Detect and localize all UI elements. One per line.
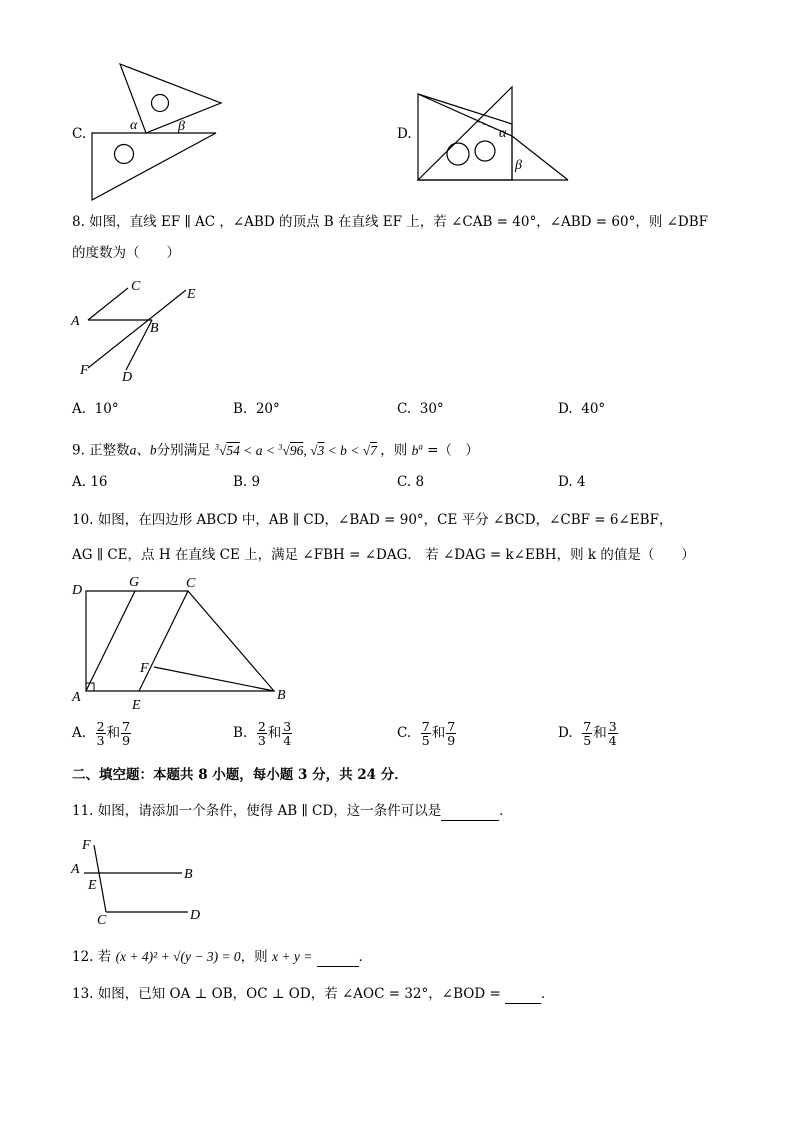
q10-label-d: D	[72, 583, 83, 598]
q11-label-e: E	[88, 878, 97, 893]
q7c-lower-circle	[115, 145, 134, 164]
q7c-beta: β	[178, 119, 185, 134]
q8-stem-line1: 8. 如图，直线 EF ∥ AC ，∠ABD 的顶点 B 在直线 EF 上，若 ∠CAB = 40°，∠ABD = 60°，则 ∠DBF	[72, 214, 709, 230]
q9-stem: 9. 正整数a、b分别满足 $^3$√54 < a < $^3$√96, √3 < b < √7 ，则 $b^a$ =（ ）	[72, 441, 479, 459]
q10-label-f: F	[140, 661, 149, 676]
q8-label-a: A	[71, 314, 80, 329]
q8-label-c: C	[131, 279, 141, 294]
q13-answer-blank[interactable]	[505, 985, 541, 1004]
q8-stem-line2: 的度数为（ ）	[72, 245, 180, 261]
q10-stem-line2: AG ∥ CE，点 H 在直线 CE 上，满足 ∠FBH = ∠DAG． 若 ∠DAG = k∠EBH，则 k 的值是（ ）	[72, 547, 695, 563]
q12-stem: 12. 若 (x + 4)² + √(y − 3) = 0，则 x + y = ．	[72, 949, 373, 965]
q10-figure	[68, 572, 298, 714]
q10-label-e: E	[132, 698, 141, 713]
q7-option-c-figure	[88, 60, 228, 205]
q10-option-c[interactable]: C. $\frac{7}{5}$ 和 $\frac{7}{9}$	[397, 719, 456, 748]
q10-label-b: B	[277, 688, 286, 703]
q10-option-b[interactable]: B. $\frac{2}{3}$ 和 $\frac{3}{4}$	[233, 719, 292, 748]
q9-condition: $^3$√54 < a < $^3$√96, √3 < b < √7	[214, 442, 377, 458]
q9-option-c[interactable]: C. 8	[397, 474, 425, 490]
q8-label-e: E	[187, 287, 196, 302]
q11-label-a: A	[71, 862, 80, 877]
q11-label-d: D	[190, 908, 201, 923]
q10-stem-line1: 10. 如图，在四边形 ABCD 中，AB ∥ CD，∠BAD = 90°，CE 平分 ∠BCD，∠CBF = 6∠EBF，	[72, 512, 673, 528]
q9-option-d[interactable]: D. 4	[558, 474, 586, 490]
q8-label-d: D	[122, 370, 133, 385]
q8-label-b: B	[150, 321, 159, 336]
q10-label-a: A	[72, 690, 81, 705]
q11-answer-blank[interactable]	[441, 802, 499, 821]
q7d-alpha: α	[499, 126, 507, 141]
q7d-circle-2	[475, 141, 495, 161]
q10-option-d[interactable]: D. $\frac{7}{5}$ 和 $\frac{3}{4}$	[558, 719, 617, 748]
q8-option-d[interactable]: D. 40°	[558, 401, 606, 417]
q8-option-c[interactable]: C. 30°	[397, 401, 444, 417]
q7d-beta: β	[515, 158, 522, 173]
q8-option-b[interactable]: B. 20°	[233, 401, 280, 417]
q11-label-c: C	[97, 913, 107, 928]
q7-option-d-label: D.	[397, 126, 412, 142]
q7-option-d-figure	[415, 84, 575, 184]
q9-option-a[interactable]: A. 16	[72, 474, 108, 490]
q13-stem: 13. 如图，已知 OA ⊥ OB，OC ⊥ OD，若 ∠AOC = 32°，∠BOD = ．	[72, 986, 555, 1002]
q9-option-b[interactable]: B. 9	[233, 474, 261, 490]
q8-label-f: F	[80, 363, 89, 378]
q7d-circle-1	[447, 143, 469, 165]
section2-title: 二、填空题：本题共 8 小题，每小题 3 分，共 24 分．	[72, 767, 408, 783]
q7c-upper-circle	[152, 95, 169, 112]
q7-option-c-label: C.	[72, 126, 87, 142]
q8-figure	[68, 278, 218, 386]
q8-option-a[interactable]: A. 10°	[72, 401, 119, 417]
q10-label-g: G	[129, 575, 140, 590]
q10-label-c: C	[186, 576, 196, 591]
q7d-left-triangle	[418, 94, 512, 180]
q11-label-f: F	[82, 838, 91, 853]
q7c-lower-triangle	[92, 133, 216, 200]
q11-stem: 11. 如图，请添加一个条件，使得 AB ∥ CD，这一条件可以是 ．	[72, 803, 513, 819]
q12-answer-blank[interactable]	[317, 948, 359, 967]
q10-option-a[interactable]: A. $\frac{2}{3}$ 和 $\frac{7}{9}$	[72, 719, 131, 748]
q11-label-b: B	[184, 867, 193, 882]
q11-figure	[68, 833, 208, 928]
q7c-alpha: α	[130, 118, 138, 133]
